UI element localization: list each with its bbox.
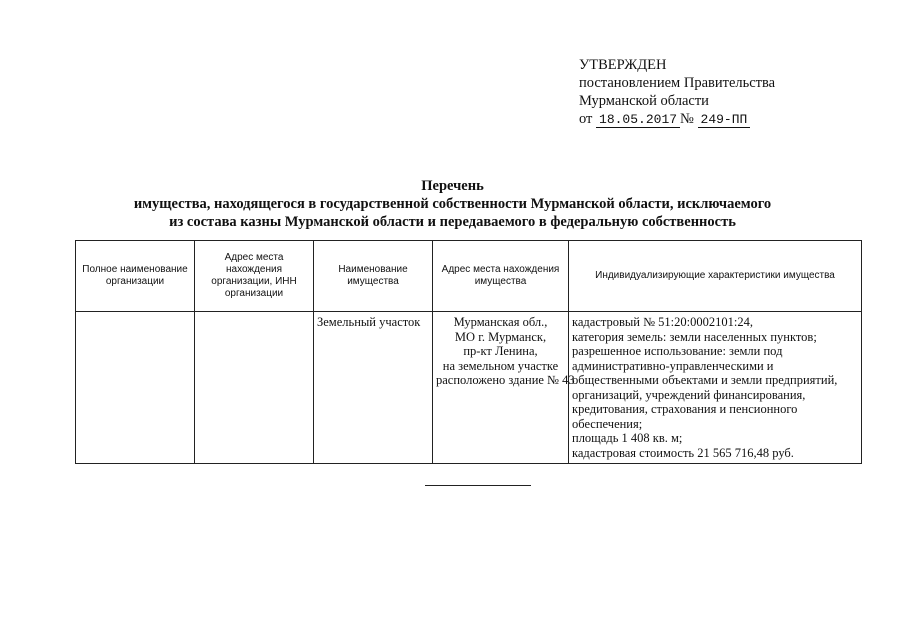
address-line: МО г. Мурманск, — [454, 329, 547, 344]
characteristic-line: обеспечения; — [572, 416, 643, 431]
number-prefix: № — [680, 111, 694, 127]
cell-property-address — [433, 312, 575, 464]
characteristic-line: административно-управленческими и — [572, 358, 774, 373]
header-characteristics: Индивидуализирующие характеристики имущества — [569, 241, 862, 312]
approval-heading: УТВЕРЖДЕН — [579, 57, 667, 73]
header-org-address: Адрес места нахождения организации, ИНН организации — [195, 241, 314, 312]
characteristic-line: площадь 1 408 кв. м; — [572, 431, 683, 445]
table-row — [76, 312, 862, 464]
cell-org-name — [76, 312, 195, 464]
address-line: расположено здание № 43 — [436, 373, 575, 387]
header-property-address: Адрес места нахождения имущества — [433, 241, 569, 312]
date-prefix: от — [579, 111, 593, 127]
characteristic-line: кадастровый № 51:20:0002101:24, — [572, 315, 753, 329]
address-line: Мурманская обл., — [453, 315, 548, 329]
header-org-name: Полное наименование организации — [76, 241, 195, 312]
characteristic-line: кредитования, страхования и пенсионного — [572, 402, 798, 416]
address-line: на земельном участке — [442, 358, 559, 373]
property-table — [75, 240, 862, 464]
characteristic-line: общественными объектами и земли предприятий, — [572, 373, 838, 387]
table-header-row — [76, 241, 862, 312]
approval-region-line: Мурманской области — [579, 93, 709, 109]
cell-characteristics — [569, 312, 862, 464]
characteristic-line: организаций, учреждений финансирования, — [572, 387, 806, 402]
characteristic-line: категория земель: земли населенных пунктов; — [572, 329, 817, 344]
approval-decree-line: постановлением Правительства — [579, 75, 776, 91]
approval-block — [579, 56, 775, 128]
approval-date-row — [579, 110, 775, 128]
header-property-name: Наименование имущества — [314, 241, 433, 312]
characteristic-line: кадастровая стоимость 21 565 716,48 руб. — [572, 445, 794, 460]
address-line: пр-кт Ленина, — [463, 344, 538, 358]
approval-number: 249-ПП — [698, 113, 751, 128]
characteristic-line: разрешенное использование: земли под — [572, 344, 783, 358]
title-line-2: имущества, находящегося в государственной собственности Мурманской области, исключаемого — [133, 196, 772, 212]
title-line-1: Перечень — [421, 178, 484, 194]
cell-property-name: Земельный участок — [314, 312, 433, 464]
end-divider — [425, 485, 531, 486]
cell-org-address — [195, 312, 314, 464]
title-line-3: из состава казны Мурманской области и передаваемого в федеральную собственность — [169, 214, 736, 230]
approval-date: 18.05.2017 — [596, 113, 680, 128]
document-title — [0, 177, 905, 231]
